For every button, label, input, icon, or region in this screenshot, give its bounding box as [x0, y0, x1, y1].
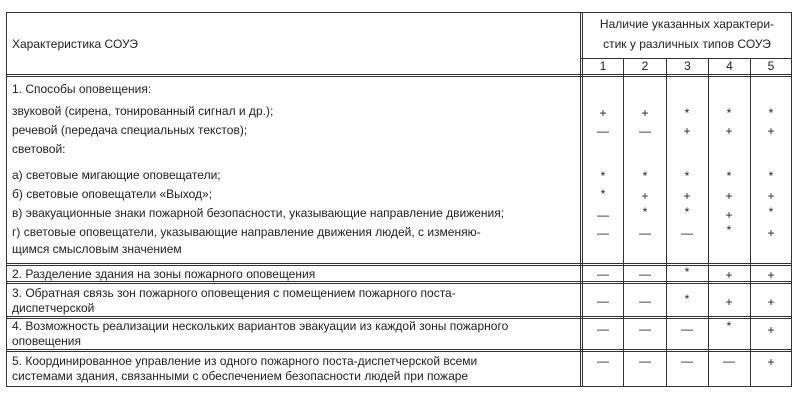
soue-table	[6, 12, 792, 388]
mark-v-5: *	[768, 205, 774, 219]
mark-a-4: *	[726, 169, 732, 183]
section5-line2: системами здания, связанными с обеспечением безопасности людей при пожаре	[12, 369, 469, 383]
type-5-header: 5	[767, 59, 775, 73]
type-2-header: 2	[641, 59, 649, 73]
mark-v-4: +	[725, 208, 733, 222]
section5-line1: 5. Координированное управление из одного пожарного поста-диспетчерской всеми	[12, 354, 478, 368]
mark-s2-1: —	[597, 267, 609, 281]
mark-b-5: +	[767, 189, 775, 203]
mark-sound-3: *	[684, 106, 690, 120]
mark-s4-2: —	[639, 322, 651, 336]
mark-s2-3: *	[684, 265, 690, 279]
mark-s5-1: —	[597, 354, 609, 368]
header-availability-line2: стик у различных типов СОУЭ	[603, 37, 771, 51]
mark-sound-5: *	[768, 106, 774, 120]
mark-speech-1: —	[597, 124, 609, 138]
section4-line2: оповещения	[12, 334, 81, 348]
mark-s4-1: —	[597, 322, 609, 336]
type-3-header: 3	[684, 59, 691, 73]
mark-b-2: +	[641, 189, 649, 203]
section1-title: 1. Способы оповещения:	[12, 82, 152, 96]
mark-a-5: *	[768, 169, 774, 183]
section1-light: световой:	[12, 142, 66, 156]
mark-v-1: —	[597, 208, 609, 222]
section1-v: в) эвакуационные знаки пожарной безопасности, указывающие направление движения;	[12, 206, 505, 220]
mark-b-3: +	[683, 189, 691, 203]
section3-line1: 3. Обратная связь зон пожарного оповещения с помещением пожарного поста-	[12, 286, 456, 300]
header-characteristic: Характеристика СОУЭ	[12, 37, 138, 51]
mark-a-3: *	[684, 169, 690, 183]
section1-g-line2: щимся смысловым значением	[12, 242, 182, 256]
mark-s2-5: +	[767, 268, 775, 282]
mark-a-1: *	[600, 169, 606, 183]
mark-g-4: *	[726, 223, 732, 237]
mark-g-1: —	[597, 226, 609, 240]
mark-sound-1: +	[599, 106, 607, 120]
mark-s3-3: *	[684, 292, 690, 306]
section1-b: б) световые оповещатели «Выход»;	[12, 187, 213, 201]
mark-b-4: +	[725, 189, 733, 203]
mark-s4-4: *	[726, 319, 732, 333]
mark-speech-3: +	[683, 124, 691, 138]
mark-s4-3: —	[681, 322, 693, 336]
section1-a: а) световые мигающие оповещатели;	[12, 168, 221, 182]
mark-s3-1: —	[597, 294, 609, 308]
section1-g-line1: г) световые оповещатели, указывающие направление движения людей, с изменяю-	[12, 225, 481, 239]
mark-sound-2: +	[641, 106, 649, 120]
section4-line1: 4. Возможность реализации нескольких вариантов эвакуации из каждой зоны пожарного	[12, 319, 509, 333]
mark-s5-4: —	[723, 354, 735, 368]
mark-s3-2: —	[639, 294, 651, 308]
mark-v-3: *	[684, 205, 690, 219]
mark-s5-3: —	[681, 354, 693, 368]
mark-a-2: *	[642, 169, 648, 183]
mark-s5-5: +	[767, 355, 775, 369]
mark-sound-4: *	[726, 106, 732, 120]
section1-speech: речевой (передача специальных текстов);	[12, 123, 248, 137]
section1-sound: звуковой (сирена, тонированный сигнал и др.);	[12, 104, 274, 118]
type-1-header: 1	[599, 59, 607, 73]
mark-speech-2: —	[639, 124, 651, 138]
mark-s3-5: +	[767, 295, 775, 309]
mark-s3-4: +	[725, 295, 733, 309]
mark-s4-5: +	[767, 323, 775, 337]
section2-title: 2. Разделение здания на зоны пожарного оповещения	[12, 267, 316, 281]
header-availability-line1: Наличие указанных характери-	[599, 17, 775, 31]
mark-g-5: +	[767, 226, 775, 240]
mark-s2-2: —	[639, 267, 651, 281]
type-4-header: 4	[726, 59, 733, 73]
mark-speech-5: +	[767, 124, 775, 138]
mark-g-3: —	[681, 226, 693, 240]
mark-v-2: *	[642, 205, 648, 219]
mark-s2-4: +	[725, 268, 733, 282]
section3-line2: диспетчерской	[12, 301, 95, 315]
mark-b-1: *	[600, 187, 606, 201]
mark-g-2: —	[639, 226, 651, 240]
mark-speech-4: +	[725, 124, 733, 138]
mark-s5-2: —	[639, 354, 651, 368]
